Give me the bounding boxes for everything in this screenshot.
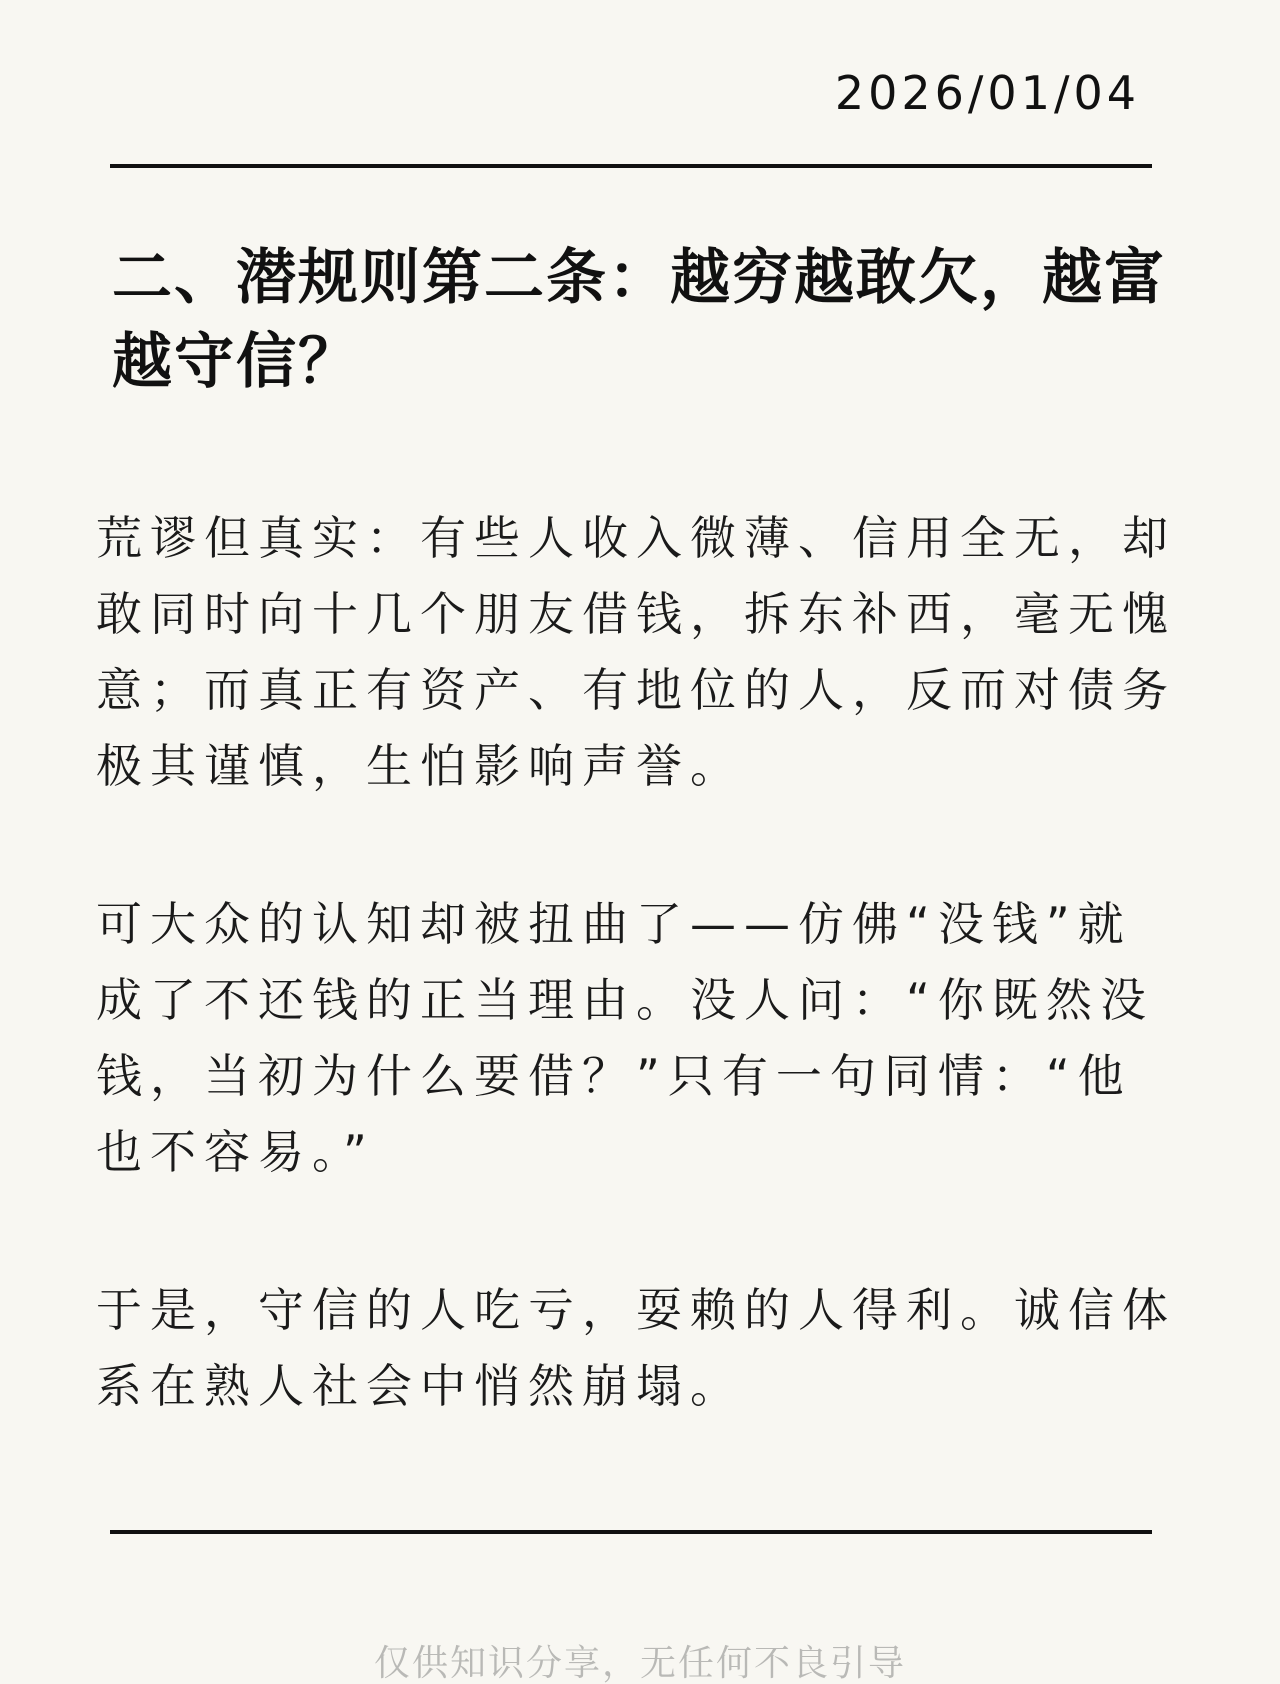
- top-divider: [110, 164, 1152, 168]
- paragraph-1: 荒谬但真实：有些人收入微薄、信用全无，却敢同时向十几个朋友借钱，拆东补西，毫无愧意；而真正有资产、有地位的人，反而对债务极其谨慎，生怕影响声誉。: [96, 511, 1176, 793]
- paragraph-3: 于是，守信的人吃亏，耍赖的人得利。诚信体系在熟人社会中悄然崩塌。: [96, 1283, 1176, 1413]
- bottom-divider: [110, 1530, 1152, 1534]
- footer-disclaimer: 仅供知识分享，无任何不良引导: [373, 1643, 906, 1684]
- date-label: 2026/01/04: [834, 66, 1140, 120]
- paragraph-2: 可大众的认知却被扭曲了——仿佛“没钱”就成了不还钱的正当理由。没人问：“你既然没钱，当初为什么要借？”只有一句同情：“他也不容易。”: [96, 897, 1154, 1179]
- article-heading: 二、潜规则第二条：越穷越敢欠，越富越守信？: [112, 243, 1166, 397]
